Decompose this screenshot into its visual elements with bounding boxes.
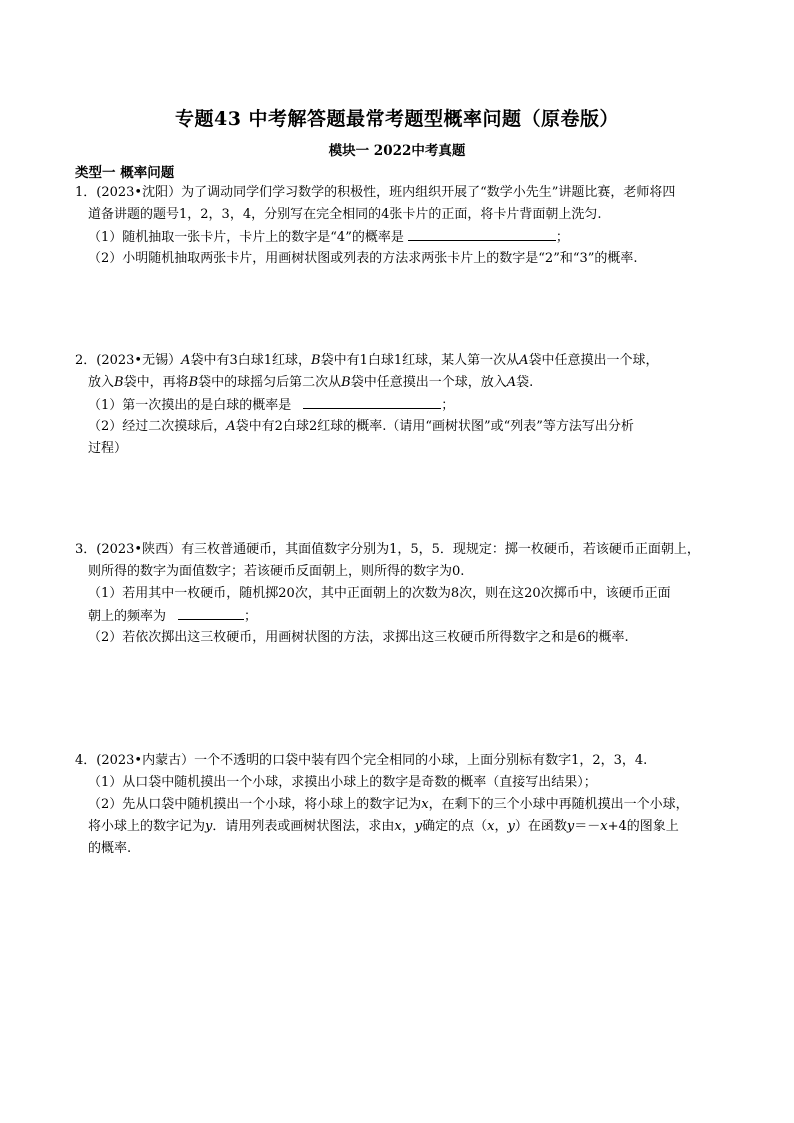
section-heading: 类型一 概率问题 [75,165,175,181]
page-title: 专题43 中考解答题最常考题型概率问题（原卷版） [174,108,620,130]
question-4-part-2-line-3: 的概率. [88,841,132,856]
var-A: A [506,375,517,390]
question-4-part-2-line-2 [75,816,735,838]
question-2-part-1-end: ； [441,398,455,413]
question-3-part-1-end: ； [244,609,258,624]
var-y: y [414,819,423,834]
question-4-part-1: （1）从口袋中随机摸出一个小球，求摸出小球上的数字是奇数的概率（直接写出结果）； [88,775,597,790]
var-x: x [487,819,495,834]
question-2-text: 袋中有2白球2红球的概率.（请用“画树状图”或“列表”等方法写出分析 [235,419,634,434]
question-2-text: 放入 [88,375,115,390]
var-A: A [226,419,236,434]
question-2-part-2-cont: 过程） [88,441,128,456]
question-4-text: +4的图象上 [607,819,679,834]
var-B: B [188,375,199,390]
question-2-line-1 [75,350,735,372]
question-2-text: （2）经过二次摸球后， [88,419,227,434]
question-1-part-1-end: ； [555,230,569,245]
question-2 [75,350,735,460]
question-4 [75,750,735,860]
question-1-part-1 [75,226,735,248]
question-1-line-2: 道备讲题的题号1，2，3，4，分别写在完全相同的4张卡片的正面，将卡片背面朝上洗匀. [88,207,602,222]
question-3-part-2: （2）若依次掷出这三枚硬币，用画树状图的方法，求掷出这三枚硬币所得数字之和是6的概率. [88,630,629,645]
question-1-line-1: 1．(2023•沈阳）为了调动同学们学习数学的积极性，班内组织开展了“数学小先生”讲题比赛，老师将四 [75,185,676,200]
question-3-line-2: 则所得的数字为面值数字；若该硬币反面朝上，则所得的数字为0. [88,564,465,579]
question-2-part-2 [75,416,735,438]
var-x: x [600,819,608,834]
question-2-text: 袋中，再将 [123,375,189,390]
answer-blank-1[interactable] [408,226,556,241]
question-2-text: 袋中任意摸出一个球，放入 [350,375,507,390]
question-4-text: ）在函数 [514,819,567,834]
var-B: B [114,375,124,390]
question-4-part-2 [75,794,735,816]
var-y: y [507,819,515,834]
var-x: x [421,797,429,812]
answer-blank-2[interactable] [303,394,441,409]
var-y: y [566,819,575,834]
question-4-text: ，在剩下的三个小球中再随机摸出一个小球， [428,797,689,812]
question-2-text: 袋中的球摇匀后第二次从 [198,375,342,390]
var-y: y [205,819,213,834]
var-B: B [341,375,351,390]
question-4-text: ．请用列表或画树状图法，求由 [212,819,395,834]
question-1 [75,182,735,270]
question-3-line-1: 3．(2023•陕西）有三枚普通硬币，其面值数字分别为1，5，5．现规定：掷一枚硬币，若该硬币正面朝上， [75,542,700,557]
question-2-line-2 [75,372,735,394]
question-2-text: 2．(2023•无锡） [75,353,182,368]
question-4-line-1: 4．(2023•内蒙古）一个不透明的口袋中装有四个完全相同的小球，上面分别标有数字1，2，3，4. [75,753,648,768]
var-B: B [311,353,321,368]
var-x: x [394,819,402,834]
question-1-part-2: （2）小明随机抽取两张卡片，用画树状图或列表的方法求两张卡片上的数字是“2”和“3”的概率. [88,251,638,266]
question-2-part-1 [75,394,735,416]
question-1-part-1-text: （1）随机抽取一张卡片，卡片上的数字是“4”的概率是 [88,230,404,245]
question-2-text: 袋中有3白球1红球， [190,353,312,368]
question-3-part-1-text: 朝上的频率为 [88,609,167,624]
question-3-part-1: （1）若用其中一枚硬币，随机掷20次，其中正面朝上的次数为8次，则在这20次掷币中，该硬币正面 [88,586,671,601]
answer-blank-3[interactable] [178,605,244,620]
question-4-text: ， [494,819,508,834]
question-2-text: 袋中任意摸出一个球， [528,353,659,368]
question-3-part-1-cont [75,605,735,627]
question-4-text: ， [401,819,415,834]
question-4-text: （2）先从口袋中随机摸出一个小球，将小球上的数字记为 [88,797,422,812]
question-2-text: 袋中有1白球1红球，某人第一次从 [320,353,520,368]
var-A: A [519,353,529,368]
question-2-part-1-text: （1）第一次摸出的是白球的概率是 [88,398,292,413]
question-4-text: ＝－ [574,819,601,834]
question-4-text: 将小球上的数字记为 [88,819,206,834]
question-2-text: 袋. [516,375,534,390]
module-heading: 模块一 2022中考真题 [328,143,466,159]
var-A: A [181,353,191,368]
question-4-text: 确定的点（ [422,819,488,834]
question-3 [75,539,735,649]
